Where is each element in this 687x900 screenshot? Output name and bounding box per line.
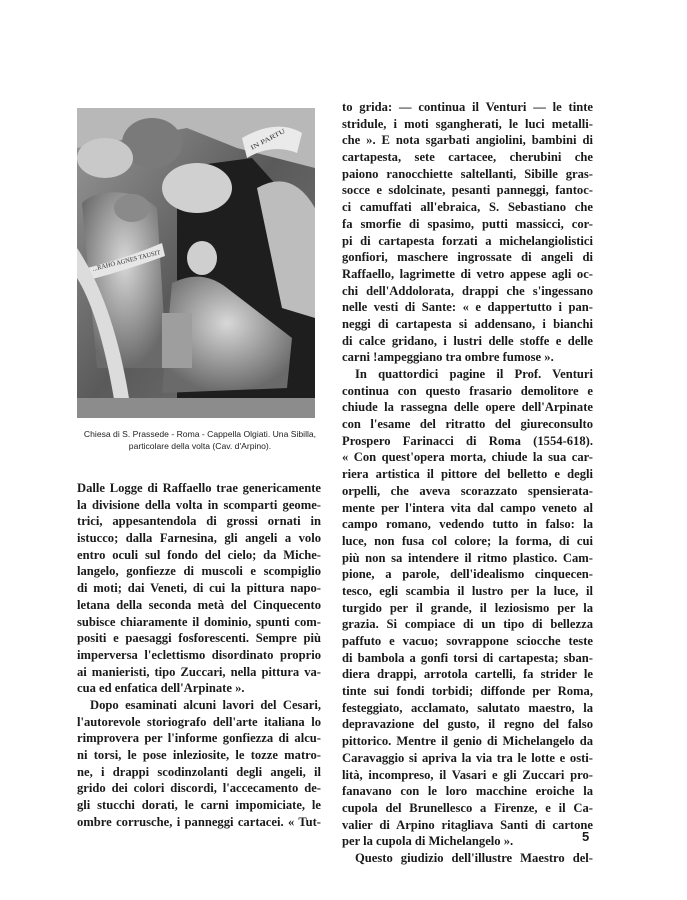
figure-caption <box>70 428 330 452</box>
text-line: Prospero Farinacci di Roma (1554-618). <box>342 433 593 448</box>
left-text-column <box>77 480 321 830</box>
text-line: carni !ampeggiano tra ombre fumose ». <box>342 350 554 365</box>
text-line: pi di cartapesta forzati a michelangiolistici <box>342 233 593 248</box>
text-line: socce e sdolcinate, pesanti panneggi, fantoc- <box>342 183 593 198</box>
text-line: gli stucchi dorati, le carni impomiciate, le <box>77 798 321 813</box>
text-line: ci camuffati all'ebraica, S. Sebastiano che <box>342 200 593 215</box>
text-line: mente per l'intera vita dal campo veneto al <box>342 500 593 515</box>
text-line: cupola del Brunellesco a Firenze, e il Ca- <box>342 800 593 815</box>
right-text-column <box>342 99 593 867</box>
text-line: trici, appesantendola di grossi ornati in <box>77 514 321 529</box>
text-line: Dalle Logge di Raffaello trae genericamente <box>77 481 321 495</box>
text-line: grido dei colori discordi, l'accecamento de- <box>77 781 321 796</box>
scroll-inscription-left: ...RAHO AGNES TAUSIT <box>91 249 162 273</box>
text-line: stridule, i moti sgangherati, le luci metalli- <box>342 116 593 131</box>
text-line: tesco, egli scambia il lustro per la luce, il <box>342 583 593 598</box>
text-line: ai manieristi, tipo Zuccari, nella pittura va- <box>77 664 321 679</box>
text-line: orpelli, che aveva scorazzato spensierata- <box>342 483 593 498</box>
paragraph <box>77 697 321 831</box>
text-line: la divisione della volta in scomparti geome- <box>77 497 321 512</box>
text-line: di moti; dai Veneti, di cui la pittura napo- <box>77 581 321 596</box>
text-line: depravazione del gusto, il regno del falso <box>342 717 593 732</box>
text-line: festeggiato, acclamato, salutato maestro, la <box>342 700 593 715</box>
text-line: subisce chiaramente il dominio, spunti com- <box>77 614 321 629</box>
text-line: più non sa intendere il ritmo plastico. Cam- <box>342 550 593 565</box>
text-line: diera drappi, arrotola cartelli, fa strider le <box>342 667 593 682</box>
text-line: ni torsi, le pose inleziosite, le tozze matro- <box>77 748 321 762</box>
text-line: ombre corrusche, i panneggi cartacei. « Tut- <box>77 814 321 829</box>
text-line: « Con quest'opera morta, chiude la sua car- <box>342 450 593 465</box>
text-line: tinte sui fondi torbidi; diffonde per Roma, <box>342 684 593 699</box>
text-line: campo romano, vedendo tutto in falso: la <box>342 517 593 532</box>
text-line: valier di Arpino ritagliava Santi di cartone <box>342 817 593 832</box>
caption-line: Chiesa di S. Prassede - Roma - Cappella Olgiati. Una Sibilla, <box>83 429 317 439</box>
scroll-inscription-right: IN PARTU <box>249 132 279 152</box>
paragraph <box>342 850 593 867</box>
text-line: entro oculi sul fondo del cielo; da Miche- <box>77 547 321 562</box>
text-line: chiude la rassegna delle opere dell'Arpinate <box>342 400 593 415</box>
text-line: cartapesta, sete cartacee, cherubini che <box>342 150 593 165</box>
text-line: pione, a parole, dell'idealismo cinquecen- <box>342 567 593 582</box>
text-line: gonfiori, maschere ingrossate di angeli di <box>342 250 593 265</box>
text-line: istucco; dalla Farnesina, gli angeli a volo <box>77 531 321 546</box>
text-line: cua ed enfatica dell'Arpinate ». <box>77 681 245 696</box>
paragraph <box>77 480 321 697</box>
text-line: turgido per il grande, il leziosismo per la <box>342 600 593 615</box>
text-line: imperversa l'eclettismo disordinato proprio <box>77 647 321 662</box>
page-number: 5 <box>582 829 590 844</box>
text-line: Dopo esaminati alcuni lavori del Cesari, <box>90 697 321 712</box>
text-line: Caravaggio si apriva la via tra le lotte e osti- <box>342 750 593 765</box>
text-line: neggi di cartapesta si addensano, i bianchi <box>342 316 593 331</box>
text-line: lità, incompreso, il Vasari e gli Zuccari pro- <box>342 767 593 782</box>
text-line: Questo giudizio dell'illustre Maestro del- <box>355 850 593 865</box>
text-line: langelo, gonfiezze di muscoli e scompiglio <box>77 564 321 579</box>
text-line: con l'esame del ritratto del giureconsulto <box>342 417 593 432</box>
text-line: In quattordici pagine il Prof. Venturi <box>355 367 593 381</box>
text-line: fanavano con le loro macchine eroiche la <box>342 784 593 799</box>
text-line: di calce gridano, i lustri delle stoffe e delle <box>342 333 593 348</box>
text-line: l'autorevole storiografo dell'arte italiana lo <box>77 714 321 729</box>
text-line: paffuto e vacuo; sovrappone sciocche teste <box>342 634 593 648</box>
text-line: luce, non fusa col colore; la forma, di cui <box>342 533 593 548</box>
text-line: riera artistica il pittore del belletto e degli <box>342 467 593 482</box>
fresco-photo-sibyl <box>77 108 315 418</box>
text-line: ne, i drappi scodinzolanti degli angeli, il <box>77 764 321 779</box>
text-line: Raffaello, lagrimette di vetro appese agli oc- <box>342 266 593 281</box>
text-line: chi dell'Addolorata, drappi che s'ingessano <box>342 283 593 298</box>
text-line: che ». E nota sgarbati angiolini, bambini di <box>342 133 593 148</box>
paragraph <box>342 366 593 850</box>
caption-line: particolare della volta (Cav. d'Arpino). <box>128 441 272 451</box>
text-line: continua con questo frasario demolitore e <box>342 383 593 398</box>
text-line: fa smorfie di spasimo, putti massicci, cor- <box>342 216 593 231</box>
text-line: nelle vesti di Sante: « e dappertutto i pan- <box>342 300 593 315</box>
text-line: grazia. Si compiace di un tipo di bellezza <box>342 617 593 632</box>
text-line: letana della seconda metà del Cinquecento <box>77 597 321 612</box>
text-line: per la cupola di Michelangelo ». <box>342 834 514 849</box>
text-line: pittorico. Mentre il genio di Michelangelo da <box>342 734 593 749</box>
text-line: to grida: — continua il Venturi — le tinte <box>342 100 593 114</box>
text-line: positi e paesaggi fosforescenti. Sempre più <box>77 631 321 646</box>
text-line: di bambola a gonfi torsi di cartapesta; sban- <box>342 650 593 665</box>
paragraph <box>342 99 593 366</box>
text-line: rimprovera per l'informe gonfiezza di alcu- <box>77 731 321 746</box>
text-line: paiono ranocchiette saltellanti, Sibille gras- <box>342 166 593 181</box>
